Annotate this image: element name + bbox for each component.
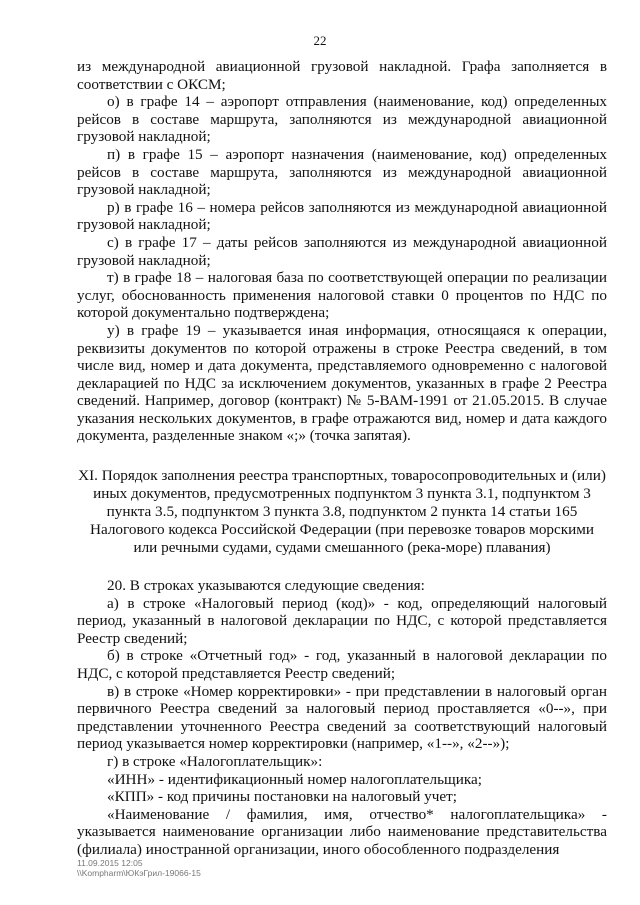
paragraph: у) в графе 19 – указывается иная информация, относящаяся к операции, реквизиты документов по которой отражены в строке Реестра сведений, в том числе вид, номер и дата документа, представляемого одновременно с налоговой декларацией по НДС за исключением документов, указанных в графе 2 Реестра сведений. Например, договор (контракт) № 5-ВАМ-1991 от 21.05.2015. В случае указания нескольких документов, в графе отражаются вид, номер и дата каждого документа, разделенные знаком «;» (точка запятая).: [77, 321, 607, 445]
paragraph: «КПП» - код причины постановки на налоговый учет;: [107, 788, 457, 806]
section-heading: XI. Порядок заполнения реестра транспортных, товаросопроводительных и (или) иных документов, предусмотренных подпунктом 3 пункта 3.1, подпунктом 3 пункта 3.5, подпунктом 3 пункта 3.8, подпунктом 2 пункта 14 статьи 165 Налогового кодекса Российской Федерации (при перевозке товаров морскими или речными судами, судами смешанного (река-море) плавания): [78, 467, 606, 557]
paragraph: т) в графе 18 – налоговая база по соответствующей операции по реализации услуг, обоснованность применения налоговой ставки 0 процентов по НДС по которой документально подтверждена;: [77, 269, 607, 322]
paragraph: в) в строке «Номер корректировки» - при представлении в налоговый орган первичного Реестра сведений за налоговый период проставляется «0--», при представлении уточненного Реестра сведений за соответствующий налоговый период указывается номер корректировки (например, «1--», «2--»);: [77, 682, 607, 753]
paragraph: «ИНН» - идентификационный номер налогоплательщика;: [107, 770, 482, 788]
footer-file-path: \\Kompharm\ЮКэГрил-19066-15: [77, 868, 201, 878]
paragraph: «Наименование / фамилия, имя, отчество* налогоплательщика» - указывается наименование организации либо наименование представительства (филиала) иностранной организации, иного обособленного подразделения: [77, 805, 607, 858]
paragraph: г) в строке «Налогоплательщик»:: [107, 753, 323, 770]
page-number: 22: [313, 33, 327, 48]
paragraph: р) в графе 16 – номера рейсов заполняются из международной авиационной грузовой накладной;: [77, 198, 607, 234]
paragraph: с) в графе 17 – даты рейсов заполняются из международной авиационной грузовой накладной;: [77, 233, 607, 269]
paragraph: а) в строке «Налоговый период (код)» - код, определяющий налоговый период, указанный в налоговой декларации по НДС, с которой представляется Реестр сведений;: [77, 594, 607, 647]
paragraph: б) в строке «Отчетный год» - год, указанный в налоговой декларации по НДС, с которой представляется Реестр сведений;: [77, 647, 607, 683]
footer-timestamp: 11.09.2015 12:05: [77, 858, 143, 868]
paragraph: 20. В строках указываются следующие сведения:: [107, 577, 425, 595]
paragraph: о) в графе 14 – аэропорт отправления (наименование, код) определенных рейсов в составе маршрута, заполняются из международной авиационной грузовой накладной;: [77, 93, 607, 146]
paragraph: п) в графе 15 – аэропорт назначения (наименование, код) определенных рейсов в составе маршрута, заполняются из международной авиационной грузовой накладной;: [77, 145, 607, 199]
document-footer: [77, 858, 201, 878]
document-body: [77, 58, 607, 859]
paragraph: из международной авиационной грузовой накладной. Графа заполняется в соответствии с ОКСМ;: [77, 58, 607, 93]
